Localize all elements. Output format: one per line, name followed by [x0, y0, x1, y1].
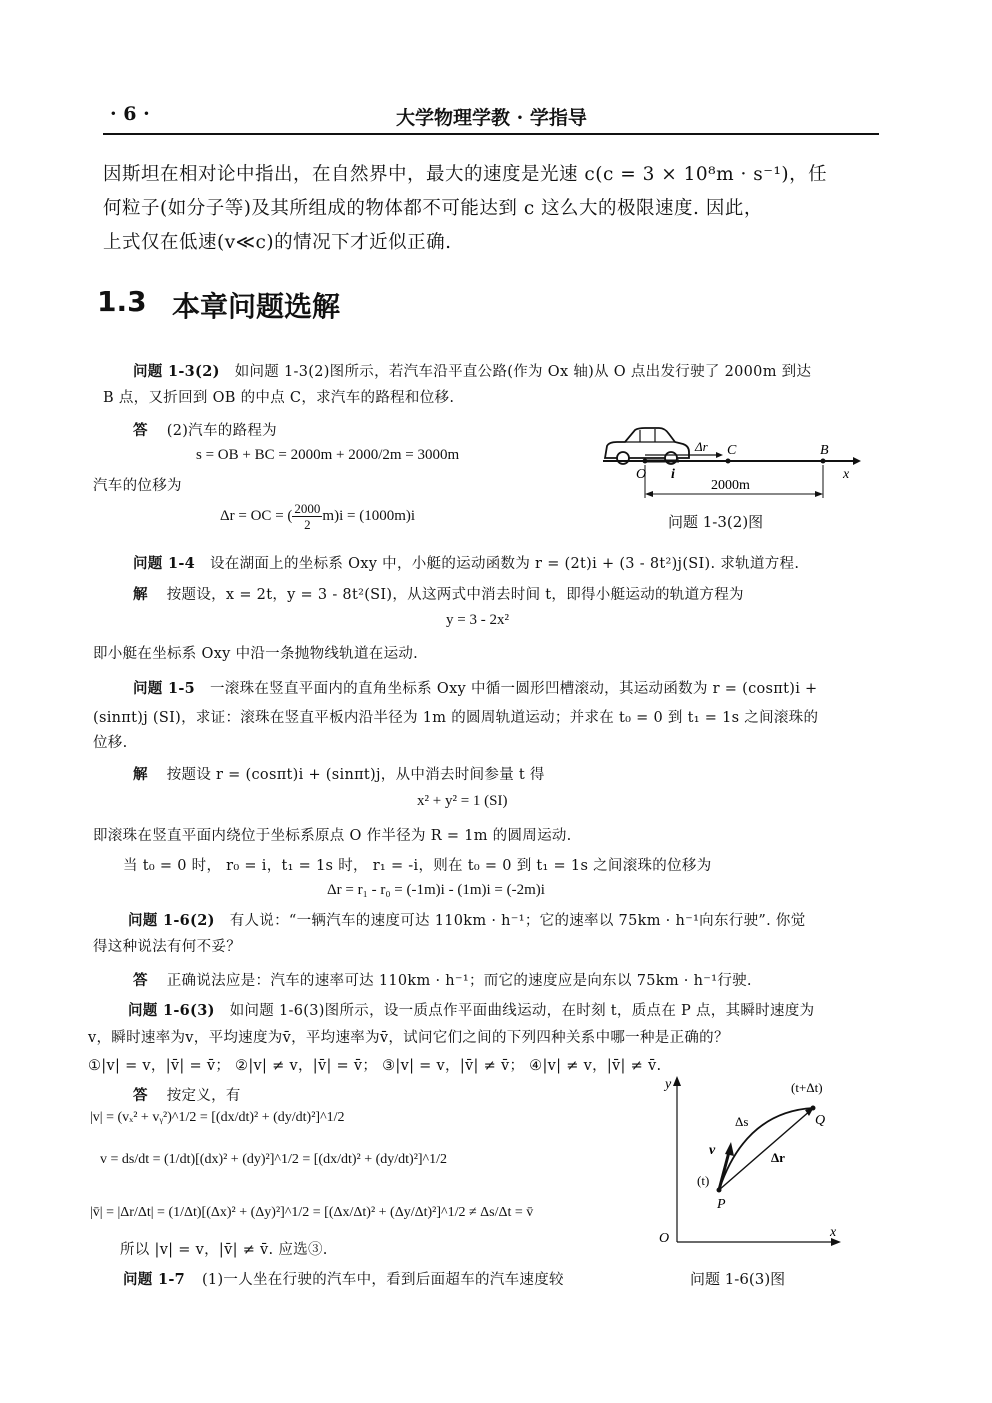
problem-1-3-label: 问题 1-3(2)	[133, 363, 220, 380]
problem-1-3-text-1: 如问题 1-3(2)图所示，若汽车沿平直公路(作为 Ox 轴)从 O 点出发行驶了 2000m 到达	[234, 364, 812, 380]
svg-text:B: B	[820, 443, 829, 458]
problem-1-5-text-1: 一滚珠在竖直平面内的直角坐标系 Oxy 中循一圆形凹槽滚动，其运动函数为 r = (cosπt)i +	[209, 681, 818, 697]
svg-text:Δr: Δr	[695, 439, 708, 454]
problem-1-7-text: (1)一人坐在行驶的汽车中，看到后面超车的汽车速度较	[201, 1272, 564, 1288]
problem-1-7-label: 问题 1-7	[123, 1271, 186, 1288]
velocity-vector	[719, 1152, 729, 1190]
circle-equation: x² + y² = 1 (SI)	[417, 793, 508, 809]
svg-text:O: O	[659, 1231, 670, 1246]
problem-1-6-3-text-2: v，瞬时速率为v，平均速度为v̄，平均速率为v̄，试问它们之间的下列四种关系中哪一种是正确的？	[88, 1030, 729, 1046]
problem-1-5-label: 问题 1-5	[133, 680, 196, 697]
path-length-equation: s = OB + BC = 2000m + 2000/2m = 3000m	[196, 447, 460, 463]
problem-1-3-text-2: B 点，又折回到 OB 的中点 C，求汽车的路程和位移.	[103, 390, 455, 406]
problem-1-5-text-2: (sinπt)j (SI)，求证：滚珠在竖直平板内沿半径为 1m 的圆周轨道运动；并求在 t₀ = 0 到 t₁ = 1s 之间滚珠的	[93, 710, 819, 726]
solution-1-5-line-3: 当 t₀ = 0 时， r₀ = i，t₁ = 1s 时， r₁ = -i，则在 t₀ = 0 到 t₁ = 1s 之间滚珠的位移为	[123, 858, 712, 874]
svg-text:Q: Q	[815, 1113, 826, 1128]
svg-text:Δr: Δr	[771, 1150, 785, 1165]
solution-1-5-line-1: 按题设 r = (cosπt)i + (sinπt)j，从中消去时间参量 t 得	[166, 767, 545, 783]
problem-1-6-2-label: 问题 1-6(2)	[128, 912, 215, 929]
running-header: 大学物理学教 · 学指导	[396, 107, 587, 129]
solution-label: 解	[133, 586, 148, 603]
car-icon	[605, 428, 689, 464]
intro-line-3: 上式仅在低速(v≪c)的情况下才近似正确.	[103, 232, 452, 253]
header-rule	[103, 133, 879, 135]
problem-1-6-3-label: 问题 1-6(3)	[128, 1002, 215, 1019]
section-title: 本章问题选解	[172, 290, 341, 323]
answer-1-6-3-line-1: 按定义，有	[166, 1088, 241, 1104]
ball-displacement-equation: Δr = r₁ - r₀ = (-1m)i - (1m)i = (-2m)i	[327, 882, 545, 898]
answer-label: 答	[133, 972, 148, 989]
displacement-equation: Δr = OC = ( $\frac{2000}{2}$ m)i = (1000m)i	[220, 501, 416, 532]
solution-1-5-line-2: 即滚珠在竖直平面内绕位于坐标系原点 O 作半径为 R = 1m 的圆周运动.	[93, 828, 572, 844]
intro-line-2: 何粒子(如分子等)及其所组成的物体都不可能达到 c 这么大的极限速度. 因此，	[103, 198, 763, 219]
delta-r-vector	[719, 1110, 811, 1190]
solution-1-4-line-2: 即小艇在坐标系 Oxy 中沿一条抛物线轨道在运动.	[93, 646, 419, 662]
speed-equation: v = ds/dt = (1/dt)[(dx)² + (dy)²]^1/2 = [(dx/dt)² + (dy/dt)²]^1/2	[100, 1152, 448, 1167]
svg-text:x: x	[830, 1225, 837, 1240]
svg-text:x: x	[843, 467, 850, 482]
solution-label: 解	[133, 766, 148, 783]
figure-1-3-caption: 问题 1-3(2)图	[668, 513, 764, 531]
problem-1-6-3-options: ①|v| = v，|v̄| = v̄； ②|v| ≠ v，|v̄| = v̄； ③|v| = v，|v̄| ≠ v̄； ④|v| ≠ v，|v̄| ≠ v̄.	[88, 1058, 662, 1074]
svg-text:P: P	[717, 1197, 726, 1212]
svg-text:2000m: 2000m	[711, 478, 750, 493]
answer-label: 答	[133, 422, 148, 439]
svg-text:(t): (t)	[697, 1173, 710, 1188]
problem-1-5-text-3: 位移.	[93, 735, 128, 751]
problem-1-6-3-text-1: 如问题 1-6(3)图所示，设一质点作平面曲线运动，在时刻 t，质点在 P 点，其瞬时速度为	[229, 1003, 815, 1019]
curve-motion-figure	[655, 1070, 850, 1250]
solution-1-4-line-1: 按题设，x = 2t，y = 3 - 8t²(SI)，从这两式中消去时间 t，即得小艇运动的轨道方程为	[166, 587, 744, 603]
problem-1-6-2-text-1: 有人说：“一辆汽车的速度可达 110km · h⁻¹；它的速率以 75km · h⁻¹向东行驶”. 你觉	[229, 913, 806, 929]
section-number: 1.3	[97, 285, 147, 318]
svg-text:O: O	[636, 467, 647, 482]
answer-1-3-line-1: (2)汽车的路程为	[166, 423, 277, 439]
svg-text:v: v	[709, 1143, 716, 1158]
problem-1-6-2-text-2: 得这种说法有何不妥？	[93, 939, 241, 955]
svg-text:y: y	[665, 1077, 672, 1092]
page-number: · 6 ·	[110, 103, 150, 125]
problem-1-4-label: 问题 1-4	[133, 555, 196, 572]
svg-text:(t+Δt): (t+Δt)	[791, 1080, 823, 1095]
answer-label: 答	[133, 1087, 148, 1104]
answer-1-6-2: 正确说法应是：汽车的速率可达 110km · h⁻¹；而它的速度应是向东以 75km · h⁻¹行驶.	[166, 973, 752, 989]
intro-line-1: 因斯坦在相对论中指出，在自然界中，最大的速度是光速 c(c = 3 × 10⁸m · s⁻¹)，任	[103, 164, 828, 185]
answer-1-6-3-conclusion: 所以 |v| = v，|v̄| ≠ v̄. 应选③.	[120, 1242, 328, 1258]
trajectory-equation: y = 3 - 2x²	[446, 612, 509, 628]
svg-text:i: i	[671, 467, 675, 482]
average-velocity-equation: |v̄| = |Δr/Δt| = (1/Δt)[(Δx)² + (Δy)²]^1/2 = [(Δx/Δt)² + (Δy/Δt)²]^1/2 ≠ Δs/Δt = v̄	[90, 1205, 534, 1220]
svg-text:C: C	[727, 443, 737, 458]
speed-magnitude-equation: |v| = (vₓ² + vᵧ²)^1/2 = [(dx/dt)² + (dy/dt)²]^1/2	[90, 1110, 345, 1125]
figure-1-6-3-caption: 问题 1-6(3)图	[690, 1270, 786, 1288]
svg-text:Δs: Δs	[735, 1114, 749, 1129]
car-road-figure	[595, 420, 865, 510]
problem-1-4-text: 设在湖面上的坐标系 Oxy 中，小艇的运动函数为 r = (2t)i + (3 - 8t²)j(SI). 求轨道方程.	[209, 556, 800, 572]
answer-1-3-line-2: 汽车的位移为	[93, 478, 182, 494]
